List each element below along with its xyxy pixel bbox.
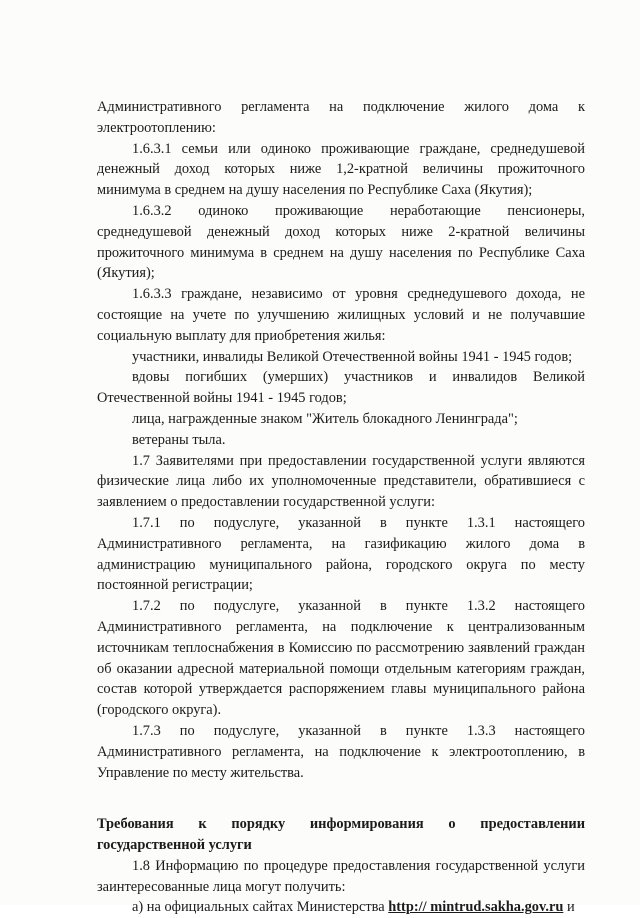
website-prefix: а) на официальных сайтах Министерства [132,899,389,916]
paragraph-1-6-3-1: 1.6.3.1 семьи или одиноко проживающие граждане, среднедушевой денежный доход которых ниже 1,2-кратной величины прожиточного минимума в среднем на душу населения по Республике Саха (Якутия); [97,140,585,199]
section-heading: Требования к порядку информирования о предоставлении государственной услуги [97,816,585,854]
list-item: ветераны тыла. [132,431,226,448]
paragraph-1-6-3-2: 1.6.3.2 одиноко проживающие неработающие пенсионеры, среднедушевой денежный доход которых ниже 2-кратной величины прожиточного минимума в среднем на душу населения по Республике Саха (Якутия); [97,202,585,282]
list-item: участники, инвалиды Великой Отечественной войны 1941 - 1945 годов; [132,348,573,365]
paragraph-1-7-3: 1.7.3 по подуслуге, указанной в пункте 1.3.3 настоящего Административного регламента, на подключение к электроотоплению, в Управление по месту жительства. [97,722,585,781]
list-item: вдовы погибших (умерших) участников и инвалидов Великой Отечественной войны 1941 - 1945 годов; [97,369,585,407]
website-suffix: и [563,899,575,916]
ministry-website-link[interactable]: http:// mintrud.sakha.gov.ru [388,899,564,916]
paragraph-1-7-1: 1.7.1 по подуслуге, указанной в пункте 1.3.1 настоящего Административного регламента, на газификацию жилого дома в администрацию муниципального района, городского округа по месту постоянной регистрации; [97,514,585,594]
paragraph-1-6-3-3: 1.6.3.3 граждане, независимо от уровня среднедушевого дохода, не состоящие на учете по улучшению жилищных условий и не получавшие социальную выплату для приобретения жилья: [97,286,585,344]
paragraph-1-7: 1.7 Заявителями при предоставлении государственной услуги являются физические лица либо их уполномоченные представители, обратившиеся с заявлением о предоставлении государственной услуги: [97,452,585,511]
paragraph: Административного регламента на подключение жилого дома к электроотоплению: [97,99,585,136]
paragraph-1-7-2: 1.7.2 по подуслуге, указанной в пункте 1.3.2 настоящего Административного регламента, на подключение к централизованным источникам теплоснабжения в Комиссию по рассмотрению заявлений граждан об оказании адресной материальной помощи отдельным категориям граждан, состав которой утверждается распоряжением главы муниципального района (городского округа). [97,598,585,719]
document-body [97,97,585,918]
paragraph-website [97,897,585,918]
paragraph-1-8: 1.8 Информацию по процедуре предоставления государственной услуги заинтересованные лица могут получить: [97,857,585,895]
list-item: лица, награжденные знаком "Житель блокадного Ленинграда"; [132,410,518,427]
